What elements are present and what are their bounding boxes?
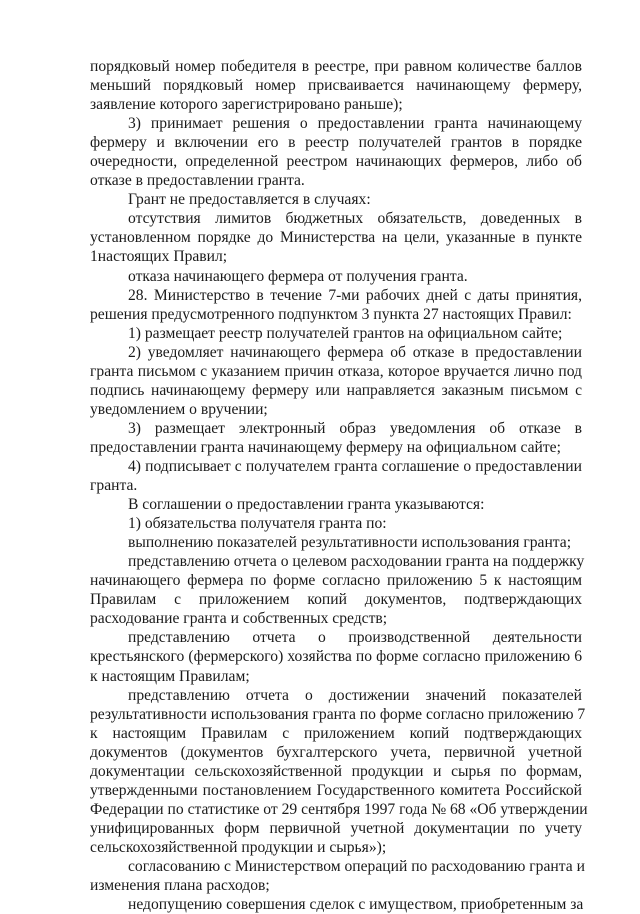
text-line: недопущению совершения сделок с имуществом, приобретенным за — [128, 896, 584, 914]
text-line: очередности, определенной реестром начинающих фермеров, либо об — [90, 153, 582, 171]
text-line: уведомлением о вручении; — [90, 400, 268, 418]
text-line: подпись начинающему фермеру или направляется заказным письмом с — [90, 381, 582, 399]
text-line: порядковый номер победителя в реестре, при равном количестве баллов — [90, 58, 582, 75]
text-line: крестьянского (фермерского) хозяйства по форме согласно приложению 6 — [90, 648, 582, 666]
document-body — [90, 57, 588, 914]
text-line: Федерации по статистике от 29 сентября 1997 года № 68 «Об утверждении — [90, 800, 588, 818]
text-line: гранта. — [90, 477, 138, 495]
text-line: выполнению показателей результативности использования гранта; — [128, 534, 572, 552]
text-line: 4) подписывает с получателем гранта соглашение о предоставлении — [128, 457, 582, 475]
text-line: 1) обязательства получателя гранта по: — [128, 515, 387, 533]
text-line: представлению отчета о производственной деятельности — [128, 629, 582, 647]
text-line: документации сельскохозяйственной продукции и сырья по формам, — [90, 762, 582, 780]
text-line: решения предусмотренного подпунктом 3 пункта 27 настоящих Правил: — [90, 305, 572, 323]
text-line: В соглашении о предоставлении гранта указываются: — [128, 496, 485, 514]
text-line: фермеру и включении его в реестр получателей грантов в порядке — [90, 134, 582, 152]
text-line: Грант не предоставляется в случаях: — [128, 191, 371, 209]
text-line: документов (документов бухгалтерского учета, первичной учетной — [90, 743, 582, 761]
text-line: 3) размещает электронный образ уведомления об отказе в — [128, 419, 582, 437]
text-line: расходование гранта и собственных средств; — [90, 610, 388, 628]
text-line: 3) принимает решения о предоставлении гранта начинающему — [128, 115, 582, 133]
text-line: изменения плана расходов; — [90, 877, 270, 895]
text-line: 28. Министерство в течение 7-ми рабочих дней с даты принятия, — [128, 286, 582, 304]
text-line: отказе в предоставлении гранта. — [90, 172, 305, 190]
text-line: утвержденными постановлением Государственного комитета Российской — [90, 781, 582, 799]
text-line: унифицированных форм первичной учетной документации по учету — [90, 819, 582, 837]
text-line: сельскохозяйственной продукции и сырья»); — [90, 838, 387, 856]
text-line: гранта письмом с указанием причин отказа, которое вручается лично под — [90, 362, 582, 380]
text-line: согласованию с Министерством операций по расходованию гранта и — [128, 857, 585, 875]
text-line: Правилам с приложением копий документов, подтверждающих — [90, 591, 582, 609]
text-line: установленном порядке до Министерства на цели, указанные в пункте — [90, 229, 582, 247]
text-line: отказа начинающего фермера от получения гранта. — [128, 267, 468, 285]
text-line: заявление которого зарегистрировано раньше); — [90, 96, 403, 114]
text-line: результативности использования гранта по форме согласно приложению 7 — [90, 705, 586, 723]
text-line: представлению отчета о целевом расходовании гранта на поддержку — [128, 553, 585, 571]
text-line: 2) уведомляет начинающего фермера об отказе в предоставлении — [128, 343, 582, 361]
text-line: к настоящим Правилам; — [90, 667, 250, 685]
text-line: начинающего фермера по форме согласно приложению 5 к настоящим — [90, 572, 582, 590]
text-line: меньший порядковый номер присваивается начинающему фермеру, — [90, 77, 582, 95]
text-line: отсутствия лимитов бюджетных обязательств, доведенных в — [128, 210, 582, 228]
text-line: 1) размещает реестр получателей грантов на официальном сайте; — [128, 324, 563, 342]
text-line: представлению отчета о достижении значений показателей — [128, 686, 582, 704]
text-line: к настоящим Правилам с приложением копий подтверждающих — [90, 724, 582, 742]
text-line: 1настоящих Правил; — [90, 248, 228, 266]
text-line: предоставлении гранта начинающему фермеру на официальном сайте; — [90, 438, 561, 456]
